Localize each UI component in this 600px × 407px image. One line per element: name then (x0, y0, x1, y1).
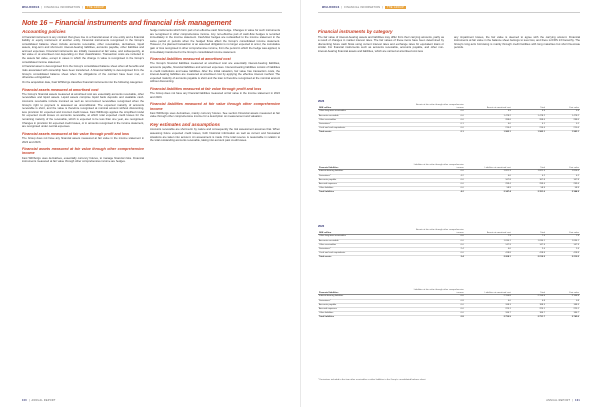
cell-value: 0.1 (512, 123, 546, 127)
right-page (300, 0, 600, 407)
heading-financial-instruments-by-category: Financial instruments by category (318, 29, 393, 34)
cell-value: 0.0 (412, 252, 464, 256)
cell-value: 1 821.3 (512, 170, 546, 174)
cell-value: 0.0 (412, 235, 464, 239)
cell-value: 186.7 (512, 312, 546, 316)
section-name: FINANCIAL INFORMATION (344, 6, 381, 9)
total-value: 2 344.9 (546, 191, 580, 195)
cell-value: 0.0 (465, 299, 512, 303)
cell-value: 58.9 (512, 187, 546, 191)
cell-value: 0.1 (412, 123, 464, 127)
cell-value: 0.0 (412, 110, 464, 114)
row-label: Other receivables (318, 243, 412, 247)
total-value: 1 983.1 (512, 131, 546, 135)
cell-value: 225.1 (546, 308, 580, 312)
heading-assets-amortised: Financial assets measured at amortised cost (22, 87, 99, 92)
cell-value: 0.0 (412, 183, 464, 187)
cell-value: 188.3 (465, 303, 512, 307)
total-value: 0.1 (412, 131, 464, 135)
cell-value: 288.6 (512, 118, 546, 122)
cell-value: 1 478.2 (512, 114, 546, 118)
cell-value: 167.8 (465, 178, 512, 182)
brand-name: WIHLBORGS (22, 6, 40, 9)
cell-value: 147.9 (512, 243, 546, 247)
cell-value: 2 150.8 (465, 295, 512, 299)
cell-value: 1 814.6 (546, 170, 580, 174)
cell-value: 0.0 (412, 303, 464, 307)
note-title: Note 16 – Financial instruments and financial risk management (22, 18, 232, 27)
table-total-row (318, 131, 580, 135)
heading-assets-fvpl: Financial assets measured at fair value through profit and loss (22, 131, 130, 136)
row-label: Accounts payable (318, 303, 412, 307)
total-value: 2 751.7 (512, 316, 546, 320)
paragraph: The Group does not have any financial assets measured at fair value in the income statement in 2022 and 2023. (22, 136, 144, 144)
heading-accounting-policies: Accounting policies (22, 29, 66, 34)
total-value: 2 745.6 (546, 316, 580, 320)
row-label: Accounts receivable (318, 239, 412, 243)
cell-value: 1 478.2 (465, 114, 512, 118)
table-2023-assets (318, 104, 580, 135)
total-value: 2 210.5 (546, 256, 580, 260)
cell-value: 7.3 (465, 235, 512, 239)
cell-value: 225.1 (465, 308, 512, 312)
cell-value: 0.0 (465, 123, 512, 127)
total-label: Total liabilities (318, 316, 412, 320)
paragraph: The Group does not have any financial liabilities measured at fair value in the income statement in 2022 and 2023. (150, 92, 280, 99)
cell-value: 0.0 (412, 308, 464, 312)
paragraph: The fair value of interest-bearing assets and liabilities may differ from their carrying amounts, partly as a result of changes in market interest rates. The fair values of these items have been determined by discounting future cash flows using current interest rates and exchange rates for equivalent loans or similar. For financial instruments such as accounts receivable, accounts payable, and other non-interest-bearing financial assets and liabilities, which are carried at amortised cost less (318, 35, 444, 53)
cell-value: 1 821.3 (465, 170, 512, 174)
paragraph: any impairment losses, the fair value is deemed to agree with the carrying amount. Financial instruments at fair value in the balance sheet belongs to level two, and there is IFRS 13 hierarchy. The Group's long-term borrowing is mainly through credit facilities with long maturities but short fixed-rate periods. (454, 35, 580, 50)
column-header: Total (512, 164, 546, 170)
heading-liabilities-fvpl: Financial liabilities measured at fair value through profit and loss (150, 86, 262, 91)
column-header: Assets at fair value through other comprehensive income (412, 229, 464, 235)
column-header: Fair value (546, 104, 580, 110)
section-chip: THE GROUP (387, 6, 404, 9)
total-value: 2 750.9 (465, 316, 512, 320)
total-value: 2.4 (412, 256, 464, 260)
table-total-row (318, 316, 580, 320)
row-label: Derivatives* (318, 123, 412, 127)
cell-value: 5.9 (512, 110, 546, 114)
column-header: Assets at amortised cost (465, 229, 512, 235)
row-label: Derivatives* (318, 299, 412, 303)
running-header: WIHLBORGS | FINANCIAL INFORMATION | THE GROUP (322, 6, 404, 9)
total-value: 2 351.6 (512, 191, 546, 195)
page-folio: 100 | ANNUAL REPORT (22, 399, 56, 402)
cell-value: 0.0 (412, 127, 464, 131)
cell-value: 0.0 (412, 114, 464, 118)
cell-value: 1 634.1 (546, 239, 580, 243)
cell-value: 7.3 (546, 235, 580, 239)
total-value: 1 983.1 (465, 131, 512, 135)
running-header: WIHLBORGS | FINANCIAL INFORMATION | THE GROUP (22, 6, 104, 9)
cell-value: 210.4 (546, 127, 580, 131)
cell-value: 7.3 (512, 235, 546, 239)
table-2022-liabilities (318, 289, 580, 320)
left-column-2 (150, 29, 280, 144)
cell-value: 210.4 (465, 127, 512, 131)
heading-assets-fvoci: Financial assets measured at fair value through other comprehensive income (22, 147, 144, 156)
row-label: Cash and cash equivalents (318, 127, 412, 131)
cell-value: 188.3 (512, 303, 546, 307)
paragraph: A financial asset is derecognised from the Group's consolidated balance sheet when all benefits and risks associated with ownership have been transferred. A financial liability is derecognised from the Group's consolidated balance sheet when the obligations of the contract have been met, or otherwise extinguished. (22, 65, 144, 80)
cell-value: 167.8 (546, 178, 580, 182)
row-label: Accounts payable (318, 178, 412, 182)
heading-key-estimates: Key estimates and assumptions (150, 121, 220, 127)
folio-label: ANNUAL REPORT (31, 399, 56, 402)
column-header: Financial liabilities (318, 289, 412, 295)
cell-value: 0.0 (465, 248, 512, 252)
total-value: 2 347.4 (465, 191, 512, 195)
table-footnote: * Derivatives included in the item other receivables or other liabilities in the Group's consolidated balance sheet. (318, 379, 426, 381)
total-label: Total liabilities (318, 191, 412, 195)
row-label: Accounts receivable (318, 114, 412, 118)
section-chip: THE GROUP (87, 6, 104, 9)
row-label: Other liabilities (318, 312, 412, 316)
cell-value: 2.4 (412, 248, 464, 252)
cell-value: 0.0 (412, 295, 464, 299)
brand-name: WIHLBORGS (322, 6, 340, 9)
cell-value: 225.1 (512, 308, 546, 312)
cell-value: 5.9 (546, 110, 580, 114)
year-label-2022: 2022 (318, 224, 325, 228)
row-label: Interest-bearing liabilities (318, 170, 412, 174)
paragraph: A financial instrument is any contract that gives rise to a financial asset of one entity and a financial liability or equity instrument of another entity. Financial instruments recognised in the Group's consolidated balance sheet include accounts receivable, other receivables, derivatives, liquid assets, long-term and short-term interest-bearing liabilities, accounts payable, other liabilities and accrued expenses. Financial instruments are initially measured at fair value, and subsequently, at fair value or at amortised cost depending on their classification. Transaction costs are included in the assets fair value, except in cases in which the change in value is recognised in the Group's consolidated income statement. (22, 35, 144, 64)
cell-value: 0.0 (412, 118, 464, 122)
cell-value: 2 144.8 (546, 295, 580, 299)
row-label: Interest-bearing liabilities (318, 295, 412, 299)
total-value: 2 208.1 (465, 256, 512, 260)
total-value: 2 210.5 (512, 256, 546, 260)
total-label: Total assets (318, 256, 412, 260)
row-label: Other receivables (318, 118, 412, 122)
column-header: Financial liabilities (318, 164, 412, 170)
row-label: Other liabilities (318, 187, 412, 191)
column-header: Liabilities at fair value through other comprehensive income (413, 289, 464, 294)
heading-liabilities-amortised: Financial liabilities measured at amortised cost (150, 57, 231, 62)
cell-value: 0.8 (546, 299, 580, 303)
folio-label: ANNUAL REPORT (546, 399, 571, 402)
column-header: Fair value (546, 229, 580, 235)
column-header: Liabilities at amortised cost (465, 164, 512, 170)
section-name: FINANCIAL INFORMATION (44, 6, 81, 9)
column-header: Total (512, 229, 546, 235)
cell-value: 2.4 (546, 248, 580, 252)
cell-value: 0.8 (412, 299, 464, 303)
page-number: 101 (575, 399, 580, 402)
total-label: Total assets (318, 131, 412, 135)
cell-value: 1 478.2 (546, 114, 580, 118)
row-label: Derivatives* (318, 248, 412, 252)
paragraph: The Group's financial assets measured at amortised cost are essentially accounts receivable, other receivables and liquid assets. Liquid assets comprise liquid bank deposits and available cash. Accounts receivable include invoiced as well as non-invoiced receivables recognised when the Group's right to payment is assessed as unconditional. The expected maturity of accounts receivable is short, and the value is therefore recognised at nominal amount without discounting, less provision for expected and incurred credit losses. Fast Wihlborgs applies the simplified model for expected credit losses on accounts receivable, at which total expected credit losses for the remaining maturity of the receivable, which is expected to be less than one year, are recognised. Changes in provision for expected credit losses, or in amounts recognised in the income statement, are recognised under central expenses. (22, 92, 144, 129)
column-header: Total (512, 289, 546, 295)
paragraph: Fast Wihlborgs uses derivatives, mainly currency futures. See section Financial assets measured at fair value through other comprehensive income for a description on measurement and valuation. (150, 111, 280, 119)
cell-value: 418.8 (512, 252, 546, 256)
column-header: Assets at amortised cost (465, 104, 512, 110)
cell-value: 167.8 (512, 178, 546, 182)
cell-value: 186.7 (465, 312, 512, 316)
row-label: Derivatives* (318, 174, 412, 178)
column-header: Total (512, 104, 546, 110)
page-folio: ANNUAL REPORT | 101 (546, 399, 580, 402)
paragraph: On the acquisition date, Fast Wihlborgs classifies financial instruments into the following categories: (22, 81, 144, 84)
cell-value: 147.9 (465, 243, 512, 247)
total-value: 0.8 (412, 316, 464, 320)
cell-value: 147.9 (546, 243, 580, 247)
cell-value: 1 634.1 (465, 239, 512, 243)
cell-value: 210.4 (512, 127, 546, 131)
cell-value: 188.3 (546, 303, 580, 307)
cell-value: 288.6 (465, 118, 512, 122)
table-total-row (318, 256, 580, 260)
cell-value: 418.8 (546, 252, 580, 256)
cell-value: 4.2 (412, 174, 464, 178)
cell-value: 288.6 (546, 118, 580, 122)
cell-value: 0.1 (546, 123, 580, 127)
cell-value: 5.9 (465, 110, 512, 114)
heading-liabilities-fvoci: Financial liabilities measured at fair value through other comprehensive income (150, 102, 280, 111)
paragraph: hedge instruments which form part of an effective cash flow hedge. Changes in value for such instruments are recognised in other comprehensive income. Any non-effective part of cash-flow hedges is recorded immediately in the income statement. Cash-flow hedges are reclassified to the income statement in the same period or periods when the hedged flows affect the Group's consolidated income statement. However, if a planned transaction or an assumed obligation is no longer expected to occur, the cumulative gain or loss recognised in other comprehensive income, from the period in which the hedge was applied, is immediately transferred to the Group's consolidated income statement. (150, 29, 280, 54)
column-header: SEK million (318, 229, 412, 235)
column-header: Fair value (546, 164, 580, 170)
total-value: 1 983.1 (546, 131, 580, 135)
cell-value: 0.0 (412, 170, 464, 174)
column-header: SEK million (318, 104, 412, 110)
table-total-row (318, 191, 580, 195)
column-header: Assets at fair value through other comprehensive income (412, 104, 464, 110)
cell-value: 2 150.8 (512, 295, 546, 299)
cell-value: 0.0 (465, 174, 512, 178)
cell-value: 299.4 (546, 183, 580, 187)
column-header: Liabilities at fair value through other comprehensive income (413, 164, 464, 169)
table-2022-assets (318, 229, 580, 260)
table-2023-liabilities (318, 164, 580, 195)
cell-value: 0.0 (412, 178, 464, 182)
cell-value: 0.0 (412, 243, 464, 247)
row-label: Other long-term receivables (318, 110, 412, 114)
paragraph: Fast Wihlborgs uses derivatives, essentially currency futures, to manage financial risks. Financial instruments measured at fair value through other comprehensive income are hedges. (22, 156, 144, 164)
cell-value: 0.0 (412, 312, 464, 316)
cell-value: 186.7 (546, 312, 580, 316)
row-label: Accrued expenses (318, 183, 412, 187)
cell-value: 0.0 (412, 187, 464, 191)
intro-columns (318, 36, 580, 54)
cell-value: 4.2 (512, 174, 546, 178)
page-number: 100 (22, 399, 27, 402)
row-label: Other long-term receivables (318, 235, 412, 239)
column-header: Liabilities at amortised cost (465, 289, 512, 295)
year-label-2023: 2023 (318, 99, 325, 103)
cell-value: 58.9 (546, 187, 580, 191)
cell-value: 1 634.1 (512, 239, 546, 243)
left-column-1 (22, 29, 144, 165)
paragraph: The Group's financial liabilities measured at amortised cost are essentially interest-bearing liabilities, accounts payable, financial liabilities and accrued expenses. Interest-bearing liabilities consist of liabilities to credit institutions and lease liabilities. After the initial valuation, fair value has transaction costs, the interest-bearing liabilities are measured at amortised cost by applying the effective interest method. The expected maturity of accounts payable is short and the loan is therefore recognised at the nominal amount without discounting. (150, 62, 280, 84)
cell-value: 4.2 (546, 174, 580, 178)
cell-value: 299.4 (512, 183, 546, 187)
row-label: Cash and cash equivalents (318, 252, 412, 256)
cell-value: 0.8 (512, 299, 546, 303)
right-intro (318, 29, 580, 53)
cell-value: 418.8 (465, 252, 512, 256)
total-value: 4.2 (412, 191, 464, 195)
cell-value: 58.9 (465, 187, 512, 191)
row-label: Accrued expenses (318, 308, 412, 312)
paragraph: Accounts receivable are short-term by nature and consequently the risk assessment assumes that. When assessing future expected credit losses, both historical information as well as current and forecasted situations are taken into account. An assessment is made if the total reserve is reasonable in relation to the total outstanding accounts receivable, taking into account past credit losses. (150, 128, 280, 143)
cell-value: 0.0 (412, 239, 464, 243)
cell-value: 299.4 (465, 183, 512, 187)
cell-value: 2.4 (512, 248, 546, 252)
column-header: Fair value (546, 289, 580, 295)
